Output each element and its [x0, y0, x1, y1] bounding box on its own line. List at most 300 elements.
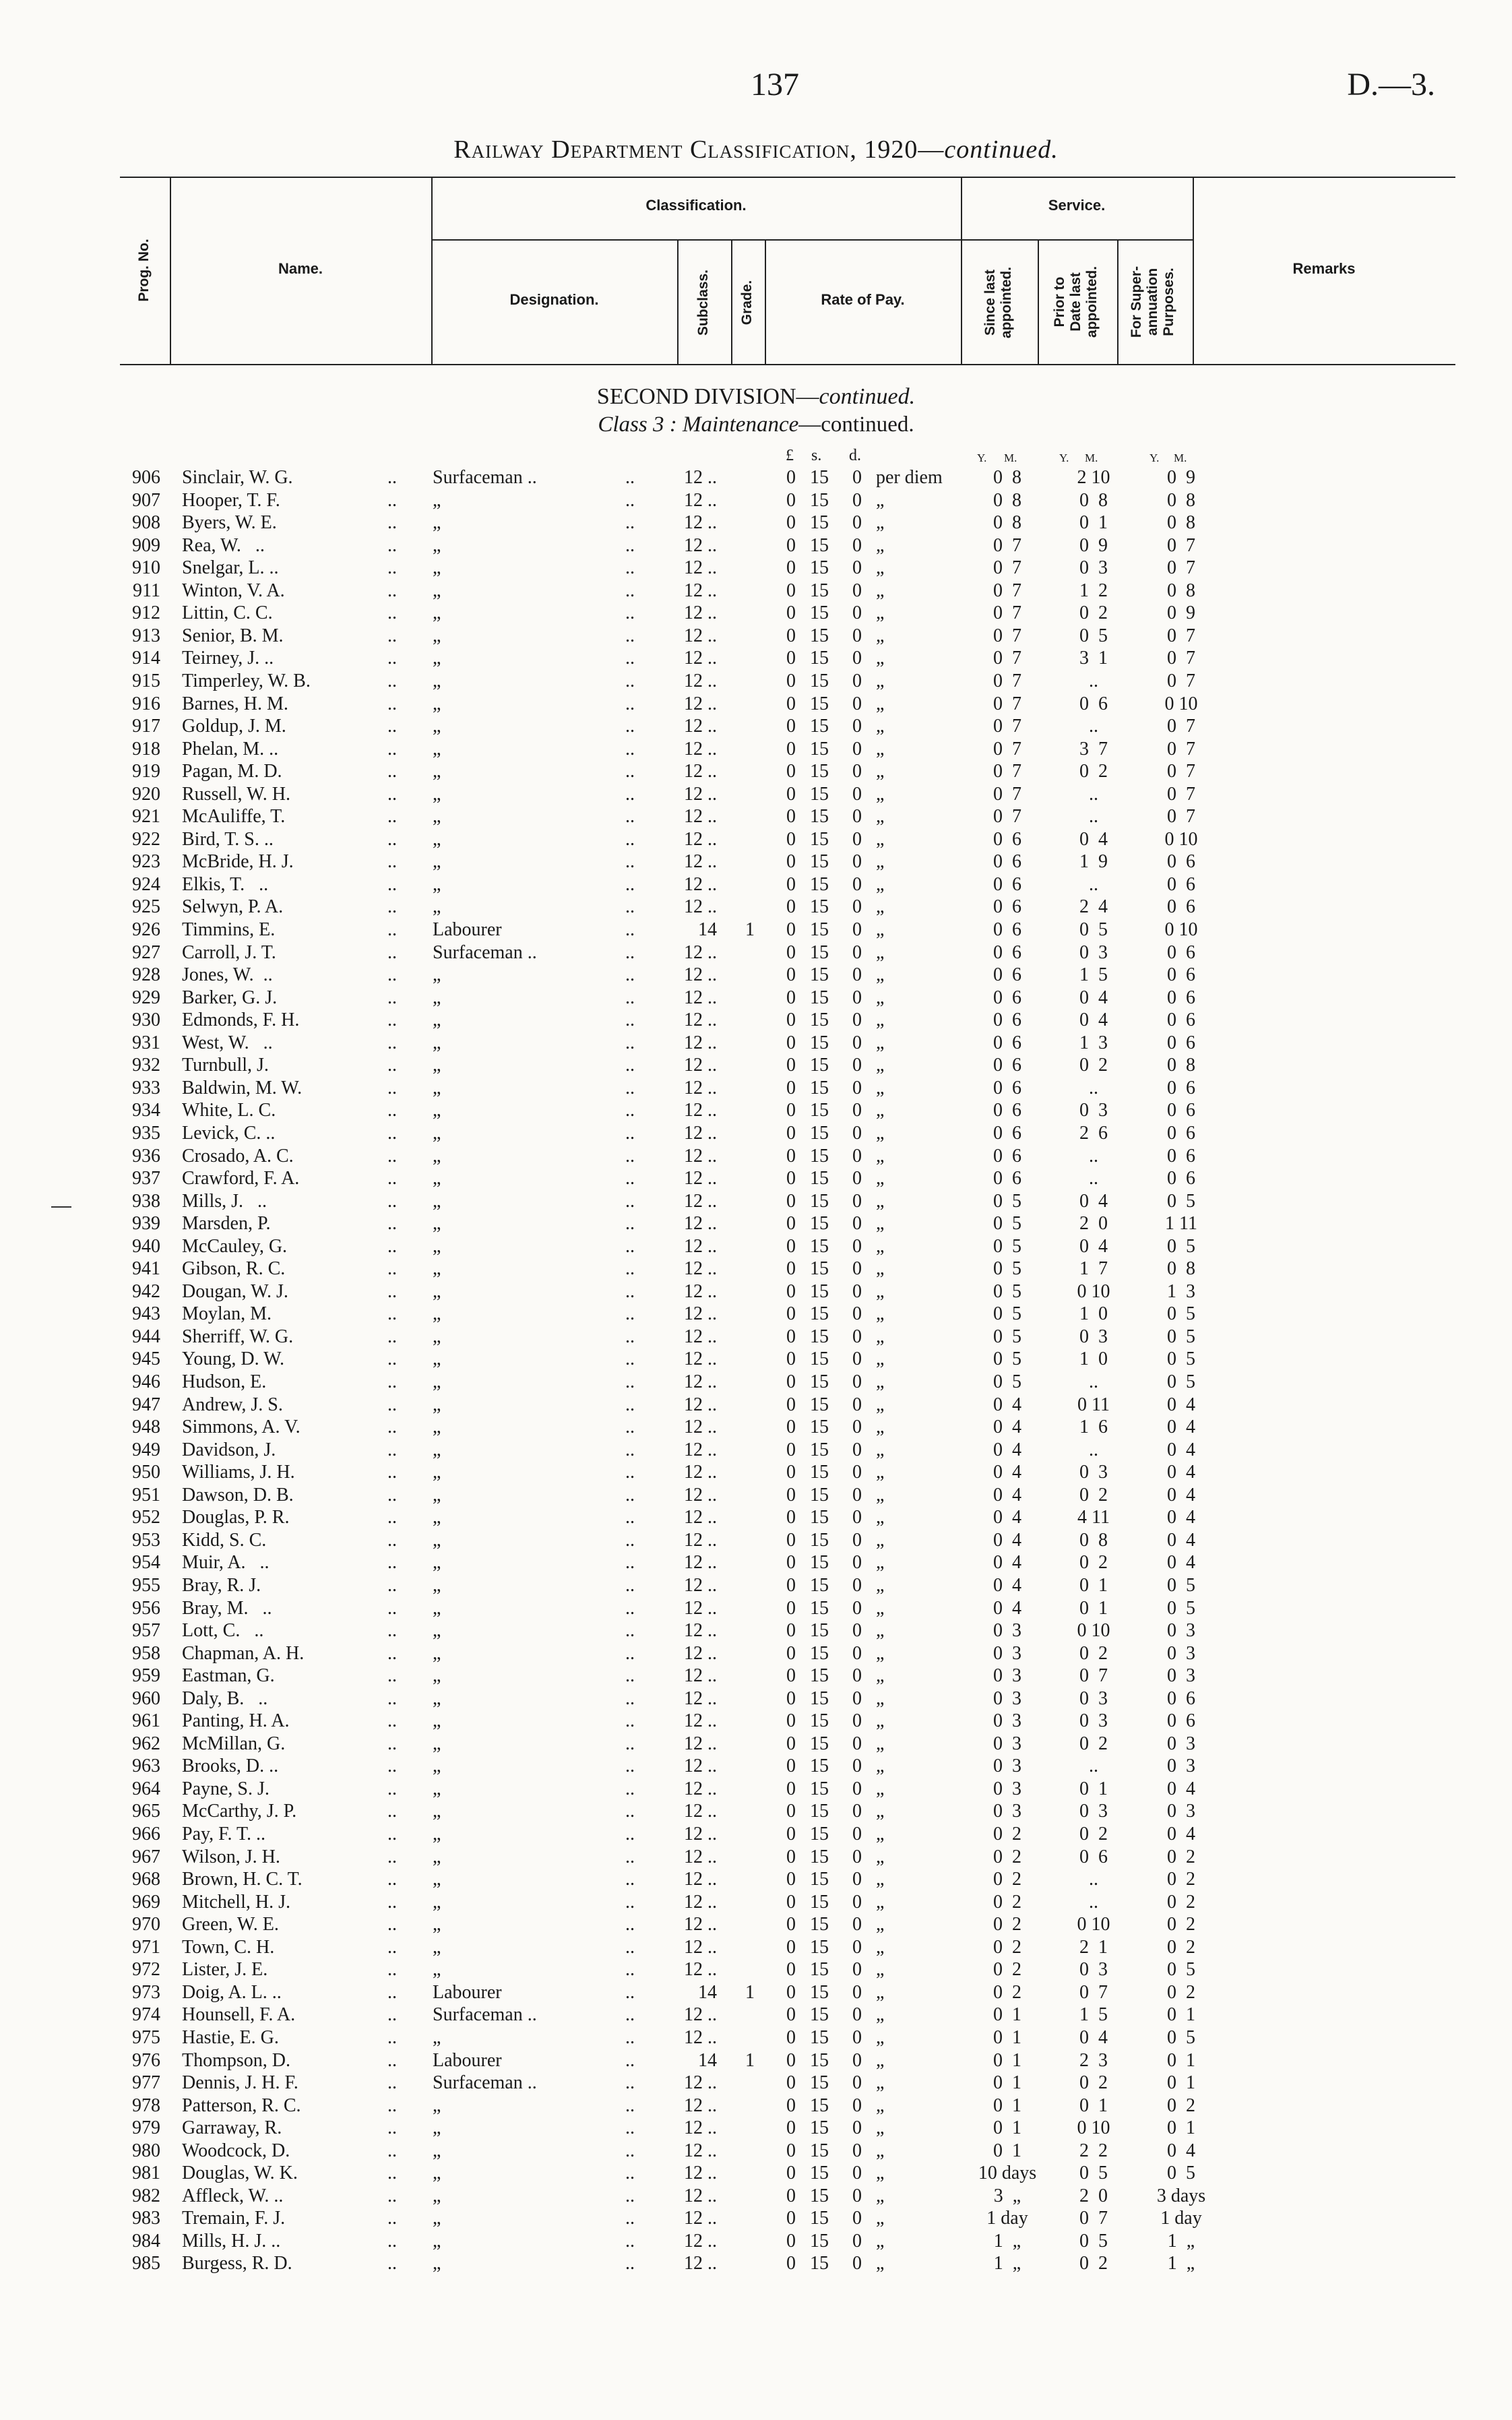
pay-period-cell: „ — [876, 557, 885, 579]
superannuation-service-cell: 0 2 — [1167, 1846, 1195, 1867]
prior-service-cell: 0 2 — [1079, 1552, 1108, 1574]
subclass-cell: 12 .. — [684, 2072, 717, 2094]
superannuation-service-cell: 0 7 — [1167, 738, 1195, 759]
pay-period-cell: „ — [876, 1778, 885, 1799]
leader-dots: .. — [625, 534, 635, 556]
pay-pence-cell: 0 — [852, 1687, 862, 1709]
unit-super-months: M. — [1174, 452, 1187, 464]
leader-dots: .. — [625, 2208, 635, 2229]
designation-cell: Surfaceman .. — [433, 941, 537, 963]
prior-service-cell: 0 2 — [1079, 1642, 1108, 1664]
pay-period-cell: „ — [876, 1959, 885, 1981]
prior-service-cell: 0 2 — [1079, 1824, 1108, 1844]
designation-cell: „ — [433, 1869, 441, 1890]
prog-no-cell: 975 — [132, 2026, 160, 2048]
pay-period-cell: „ — [876, 1145, 885, 1167]
pay-period-cell: „ — [876, 964, 885, 986]
since-last-appointed-cell: 0 7 — [993, 716, 1021, 737]
superannuation-service-cell: 0 2 — [1167, 1914, 1195, 1935]
designation-cell: „ — [433, 873, 441, 895]
name-cell: Bray, M. .. — [182, 1597, 272, 1619]
pay-pounds-cell: 0 — [786, 2026, 796, 2048]
pay-pounds-cell: 0 — [786, 670, 796, 691]
pay-pounds-cell: 0 — [786, 2095, 796, 2116]
prior-service-cell: .. — [1089, 670, 1098, 691]
table-row — [0, 2252, 1512, 2274]
leader-dots: .. — [625, 828, 635, 850]
since-last-appointed-cell: 0 4 — [993, 1597, 1021, 1619]
pay-pence-cell: 0 — [852, 670, 862, 691]
pay-shillings-cell: 15 — [810, 625, 829, 646]
superannuation-service-cell: 1 „ — [1167, 2253, 1195, 2274]
table-row — [0, 2162, 1512, 2184]
leader-dots: .. — [387, 1914, 397, 1935]
subclass-cell: 12 .. — [684, 1303, 717, 1325]
prog-no-cell: 982 — [132, 2185, 160, 2206]
prior-service-cell: .. — [1089, 1756, 1098, 1777]
pay-pence-cell: 0 — [852, 1597, 862, 1619]
pay-shillings-cell: 15 — [810, 2049, 829, 2071]
prog-no-cell: 957 — [132, 1620, 160, 1642]
leader-dots: .. — [387, 1484, 397, 1506]
pay-shillings-cell: 15 — [810, 1597, 829, 1619]
pay-pence-cell: 0 — [852, 919, 862, 940]
since-last-appointed-cell: 0 1 — [993, 2072, 1021, 2094]
prog-no-cell: 947 — [132, 1394, 160, 1415]
pay-shillings-cell: 15 — [810, 2163, 829, 2184]
prog-no-cell: 963 — [132, 1756, 160, 1777]
leader-dots: .. — [387, 1710, 397, 1732]
leader-dots: .. — [625, 1462, 635, 1483]
prog-no-cell: 911 — [133, 580, 160, 601]
subclass-cell: 12 .. — [684, 1190, 717, 1212]
since-last-appointed-cell: 0 7 — [993, 693, 1021, 714]
superannuation-service-cell: 0 4 — [1167, 1394, 1195, 1415]
pay-pounds-cell: 0 — [786, 1733, 796, 1754]
since-last-appointed-cell: 0 7 — [993, 806, 1021, 828]
prog-no-cell: 927 — [132, 941, 160, 963]
subclass-cell: 12 .. — [684, 1122, 717, 1144]
since-last-appointed-cell: 0 3 — [993, 1733, 1021, 1754]
pay-period-cell: „ — [876, 1417, 885, 1438]
leader-dots: .. — [387, 2049, 397, 2071]
pay-pounds-cell: 0 — [786, 1055, 796, 1076]
leader-dots: .. — [625, 1665, 635, 1687]
since-last-appointed-cell: 0 6 — [993, 1168, 1021, 1189]
pay-shillings-cell: 15 — [810, 467, 829, 488]
table-row — [0, 1936, 1512, 1958]
table-row — [0, 1280, 1512, 1303]
since-last-appointed-cell: 0 2 — [993, 1981, 1021, 2003]
table-row — [0, 1371, 1512, 1393]
pay-pounds-cell: 0 — [786, 693, 796, 714]
superannuation-service-cell: 0 4 — [1167, 1507, 1195, 1528]
name-cell: Edmonds, F. H. — [182, 1010, 300, 1031]
pay-period-cell: „ — [876, 1914, 885, 1935]
since-last-appointed-cell: 0 3 — [993, 1642, 1021, 1664]
pay-pounds-cell: 0 — [786, 1959, 796, 1981]
leader-dots: .. — [387, 1371, 397, 1392]
leader-dots: .. — [625, 557, 635, 579]
pay-pounds-cell: 0 — [786, 964, 796, 986]
pay-pence-cell: 0 — [852, 1122, 862, 1144]
table-row — [0, 489, 1512, 511]
designation-cell: „ — [433, 489, 441, 511]
prog-no-cell: 983 — [132, 2208, 160, 2229]
pay-shillings-cell: 15 — [810, 1326, 829, 1347]
table-row — [0, 738, 1512, 760]
pay-pence-cell: 0 — [852, 2185, 862, 2206]
name-cell: Crawford, F. A. — [182, 1168, 300, 1189]
since-last-appointed-cell: 0 5 — [993, 1235, 1021, 1257]
pay-pence-cell: 0 — [852, 1936, 862, 1958]
leader-dots: .. — [625, 1869, 635, 1890]
designation-cell: „ — [433, 512, 441, 534]
pay-pounds-cell: 0 — [786, 1597, 796, 1619]
table-row — [0, 964, 1512, 986]
header-for-superannuation: For Super- annuation Purposes. — [1129, 266, 1176, 338]
name-cell: Timmins, E. — [182, 919, 276, 940]
pay-shillings-cell: 15 — [810, 941, 829, 963]
since-last-appointed-cell: 0 1 — [993, 2117, 1021, 2139]
name-cell: Daly, B. .. — [182, 1687, 268, 1709]
designation-cell: „ — [433, 2230, 441, 2252]
prior-service-cell: 0 1 — [1079, 1597, 1108, 1619]
subclass-cell: 12 .. — [684, 2117, 717, 2139]
pay-shillings-cell: 15 — [810, 1824, 829, 1844]
leader-dots: .. — [387, 602, 397, 624]
name-cell: Sinclair, W. G. — [182, 467, 293, 488]
superannuation-service-cell: 0 1 — [1167, 2072, 1195, 2094]
pay-pence-cell: 0 — [852, 602, 862, 624]
unit-pound: £ — [786, 447, 794, 464]
prior-service-cell: 0 3 — [1079, 941, 1108, 963]
table-row — [0, 2117, 1512, 2139]
name-cell: West, W. .. — [182, 1032, 273, 1053]
since-last-appointed-cell: 0 2 — [993, 1959, 1021, 1981]
unit-super-years: Y. — [1149, 452, 1160, 464]
table-row — [0, 1032, 1512, 1054]
table-row — [0, 850, 1512, 873]
prog-no-cell: 978 — [132, 2095, 160, 2116]
subclass-cell: 12 .. — [684, 534, 717, 556]
superannuation-service-cell: 0 2 — [1167, 1891, 1195, 1913]
prior-service-cell: 0 2 — [1079, 602, 1108, 624]
name-cell: Affleck, W. .. — [182, 2185, 284, 2206]
leader-dots: .. — [387, 693, 397, 714]
prior-service-cell: 0 1 — [1079, 512, 1108, 534]
superannuation-service-cell: 0 4 — [1167, 2140, 1195, 2161]
leader-dots: .. — [387, 534, 397, 556]
superannuation-service-cell: 0 5 — [1167, 1371, 1195, 1392]
designation-cell: „ — [433, 648, 441, 669]
pay-period-cell: „ — [876, 761, 885, 782]
prog-no-cell: 962 — [132, 1733, 160, 1754]
pay-shillings-cell: 15 — [810, 580, 829, 601]
pay-shillings-cell: 15 — [810, 1280, 829, 1302]
leader-dots: .. — [387, 580, 397, 601]
class-continued: —continued. — [798, 412, 914, 437]
pay-shillings-cell: 15 — [810, 851, 829, 873]
name-cell: McCarthy, J. P. — [182, 1801, 297, 1822]
prior-service-cell: 1 2 — [1079, 580, 1108, 601]
pay-shillings-cell: 15 — [810, 1055, 829, 1076]
leader-dots: .. — [625, 1326, 635, 1347]
prior-service-cell: 2 3 — [1079, 2049, 1108, 2071]
pay-pounds-cell: 0 — [786, 1891, 796, 1913]
pay-period-cell: „ — [876, 1258, 885, 1280]
pay-period-cell: „ — [876, 716, 885, 737]
since-last-appointed-cell: 0 1 — [993, 2004, 1021, 2026]
leader-dots: .. — [387, 1258, 397, 1280]
pay-pence-cell: 0 — [852, 1258, 862, 1280]
superannuation-service-cell: 0 8 — [1167, 580, 1195, 601]
leader-dots: .. — [387, 1303, 397, 1325]
pay-pounds-cell: 0 — [786, 1620, 796, 1642]
pay-shillings-cell: 15 — [810, 1371, 829, 1392]
superannuation-service-cell: 0 6 — [1167, 1122, 1195, 1144]
pay-pounds-cell: 0 — [786, 2049, 796, 2071]
prog-no-cell: 921 — [132, 806, 160, 828]
pay-pounds-cell: 0 — [786, 1462, 796, 1483]
superannuation-service-cell: 0 7 — [1167, 625, 1195, 646]
since-last-appointed-cell: 0 2 — [993, 1891, 1021, 1913]
subclass-cell: 12 .. — [684, 1168, 717, 1189]
prog-no-cell: 945 — [132, 1348, 160, 1370]
pay-pence-cell: 0 — [852, 738, 862, 759]
leader-dots: .. — [625, 1642, 635, 1664]
leader-dots: .. — [625, 1936, 635, 1958]
prog-no-cell: 970 — [132, 1914, 160, 1935]
since-last-appointed-cell: 0 7 — [993, 783, 1021, 805]
pay-period-cell: „ — [876, 1642, 885, 1664]
table-row — [0, 1348, 1512, 1370]
pay-pence-cell: 0 — [852, 1055, 862, 1076]
pay-pence-cell: 0 — [852, 1213, 862, 1235]
since-last-appointed-cell: 0 6 — [993, 919, 1021, 940]
superannuation-service-cell: 0 8 — [1167, 512, 1195, 534]
pay-pounds-cell: 0 — [786, 1258, 796, 1280]
subclass-cell: 12 .. — [684, 1462, 717, 1483]
pay-period-cell: „ — [876, 1168, 885, 1189]
subclass-cell: 12 .. — [684, 1914, 717, 1935]
leader-dots: .. — [625, 1959, 635, 1981]
designation-cell: „ — [433, 987, 441, 1008]
name-cell: Panting, H. A. — [182, 1710, 290, 1732]
designation-cell: „ — [433, 1032, 441, 1053]
pay-pence-cell: 0 — [852, 1869, 862, 1890]
pay-pounds-cell: 0 — [786, 2004, 796, 2026]
table-row — [0, 1981, 1512, 2004]
name-cell: Littin, C. C. — [182, 602, 273, 624]
leader-dots: .. — [387, 1687, 397, 1709]
subclass-cell: 12 .. — [684, 1100, 717, 1121]
pay-pounds-cell: 0 — [786, 1981, 796, 2003]
pay-period-cell: „ — [876, 1326, 885, 1347]
pay-pence-cell: 0 — [852, 1484, 862, 1506]
leader-dots: .. — [387, 1801, 397, 1822]
pay-shillings-cell: 15 — [810, 2004, 829, 2026]
pay-pounds-cell: 0 — [786, 1756, 796, 1777]
since-last-appointed-cell: 3 „ — [993, 2185, 1021, 2206]
since-last-appointed-cell: 0 5 — [993, 1371, 1021, 1392]
leader-dots: .. — [387, 2253, 397, 2274]
pay-pence-cell: 0 — [852, 1891, 862, 1913]
leader-dots: .. — [387, 1190, 397, 1212]
designation-cell: „ — [433, 670, 441, 691]
designation-cell: „ — [433, 602, 441, 624]
pay-pounds-cell: 0 — [786, 1417, 796, 1438]
table-row — [0, 534, 1512, 557]
designation-cell: „ — [433, 1801, 441, 1822]
designation-cell: „ — [433, 738, 441, 759]
superannuation-service-cell: 0 7 — [1167, 783, 1195, 805]
leader-dots: .. — [387, 648, 397, 669]
leader-dots: .. — [625, 1620, 635, 1642]
name-cell: Moylan, M. — [182, 1303, 272, 1325]
table-row — [0, 466, 1512, 489]
prior-service-cell: .. — [1089, 806, 1098, 828]
superannuation-service-cell: 0 1 — [1167, 2049, 1195, 2071]
designation-cell: „ — [433, 1710, 441, 1732]
prog-no-cell: 967 — [132, 1846, 160, 1867]
superannuation-service-cell: 0 7 — [1167, 534, 1195, 556]
pay-pence-cell: 0 — [852, 534, 862, 556]
superannuation-service-cell: 0 5 — [1167, 1959, 1195, 1981]
table-row — [0, 783, 1512, 805]
prog-no-cell: 936 — [132, 1145, 160, 1167]
since-last-appointed-cell: 0 4 — [993, 1484, 1021, 1506]
pay-pounds-cell: 0 — [786, 1235, 796, 1257]
pay-shillings-cell: 15 — [810, 761, 829, 782]
pay-pence-cell: 0 — [852, 1280, 862, 1302]
since-last-appointed-cell: 0 7 — [993, 602, 1021, 624]
superannuation-service-cell: 0 9 — [1167, 467, 1195, 488]
designation-cell: „ — [433, 1620, 441, 1642]
table-row — [0, 1642, 1512, 1665]
superannuation-service-cell: 0 3 — [1167, 1620, 1195, 1642]
name-cell: Simmons, A. V. — [182, 1417, 301, 1438]
prog-no-cell: 949 — [132, 1439, 160, 1460]
table-row — [0, 1687, 1512, 1710]
pay-period-cell: „ — [876, 1010, 885, 1031]
leader-dots: .. — [387, 670, 397, 691]
header-service: Service. — [1048, 197, 1106, 214]
superannuation-service-cell: 0 5 — [1167, 1348, 1195, 1370]
prog-no-cell: 933 — [132, 1077, 160, 1098]
prior-service-cell: 0 6 — [1079, 1846, 1108, 1867]
leader-dots: .. — [625, 2117, 635, 2139]
leader-dots: .. — [387, 919, 397, 940]
name-cell: Bird, T. S. .. — [182, 828, 274, 850]
prior-service-cell: 0 3 — [1079, 1959, 1108, 1981]
designation-cell: Surfaceman .. — [433, 2004, 537, 2026]
leader-dots: .. — [387, 1235, 397, 1257]
leader-dots: .. — [625, 2049, 635, 2071]
superannuation-service-cell: 0 2 — [1167, 1936, 1195, 1958]
pay-pounds-cell: 0 — [786, 1824, 796, 1844]
pay-shillings-cell: 15 — [810, 2095, 829, 2116]
pay-pence-cell: 0 — [852, 1190, 862, 1212]
pay-shillings-cell: 15 — [810, 1620, 829, 1642]
subclass-cell: 14 — [698, 2049, 717, 2071]
leader-dots: .. — [387, 896, 397, 918]
prog-no-cell: 907 — [132, 489, 160, 511]
since-last-appointed-cell: 0 5 — [993, 1348, 1021, 1370]
leader-dots: .. — [625, 602, 635, 624]
prog-no-cell: 935 — [132, 1122, 160, 1144]
pay-pence-cell: 0 — [852, 941, 862, 963]
pay-pence-cell: 0 — [852, 1552, 862, 1574]
pay-pounds-cell: 0 — [786, 602, 796, 624]
since-last-appointed-cell: 0 6 — [993, 1100, 1021, 1121]
name-cell: Payne, S. J. — [182, 1778, 270, 1799]
leader-dots: .. — [387, 1824, 397, 1844]
pay-period-cell: „ — [876, 1529, 885, 1551]
pay-period-cell: „ — [876, 1620, 885, 1642]
pay-shillings-cell: 15 — [810, 873, 829, 895]
since-last-appointed-cell: 0 6 — [993, 1145, 1021, 1167]
pay-period-cell: „ — [876, 580, 885, 601]
prior-service-cell: 1 5 — [1079, 2004, 1108, 2026]
prog-no-cell: 924 — [132, 873, 160, 895]
designation-cell: „ — [433, 2117, 441, 2139]
prior-service-cell: 0 5 — [1079, 2230, 1108, 2252]
leader-dots: .. — [625, 896, 635, 918]
since-last-appointed-cell: 0 5 — [993, 1280, 1021, 1302]
pay-pounds-cell: 0 — [786, 1122, 796, 1144]
since-last-appointed-cell: 0 7 — [993, 738, 1021, 759]
document-code: D.—3. — [1347, 67, 1435, 102]
pay-pounds-cell: 0 — [786, 1190, 796, 1212]
pay-shillings-cell: 15 — [810, 602, 829, 624]
pay-period-cell: „ — [876, 1484, 885, 1506]
pay-pounds-cell: 0 — [786, 1326, 796, 1347]
leader-dots: .. — [625, 1258, 635, 1280]
superannuation-service-cell: 0 3 — [1167, 1642, 1195, 1664]
table-row — [0, 2049, 1512, 2072]
pay-pounds-cell: 0 — [786, 557, 796, 579]
pay-shillings-cell: 15 — [810, 1665, 829, 1687]
prior-service-cell: 0 1 — [1079, 2095, 1108, 2116]
designation-cell: „ — [433, 1507, 441, 1528]
pay-pence-cell: 0 — [852, 1462, 862, 1483]
designation-cell: „ — [433, 1665, 441, 1687]
page-title-continued: continued. — [944, 135, 1059, 164]
name-cell: Marsden, P. — [182, 1213, 271, 1235]
pay-pence-cell: 0 — [852, 2026, 862, 2048]
pay-shillings-cell: 15 — [810, 1529, 829, 1551]
subclass-cell: 12 .. — [684, 1371, 717, 1392]
superannuation-service-cell: 0 6 — [1167, 1710, 1195, 1732]
pay-shillings-cell: 15 — [810, 1417, 829, 1438]
leader-dots: .. — [625, 1055, 635, 1076]
leader-dots: .. — [387, 716, 397, 737]
leader-dots: .. — [387, 512, 397, 534]
prog-no-cell: 946 — [132, 1371, 160, 1392]
prior-service-cell: 0 8 — [1079, 489, 1108, 511]
header-rate-of-pay: Rate of Pay. — [821, 291, 905, 308]
leader-dots: .. — [387, 2208, 397, 2229]
table-row — [0, 1551, 1512, 1574]
header-remarks: Remarks — [1292, 260, 1356, 277]
subclass-cell: 12 .. — [684, 716, 717, 737]
table-row — [0, 1733, 1512, 1755]
pay-shillings-cell: 15 — [810, 1710, 829, 1732]
leader-dots: .. — [625, 1710, 635, 1732]
header-top-rule — [120, 177, 1455, 178]
name-cell: Rea, W. .. — [182, 534, 265, 556]
